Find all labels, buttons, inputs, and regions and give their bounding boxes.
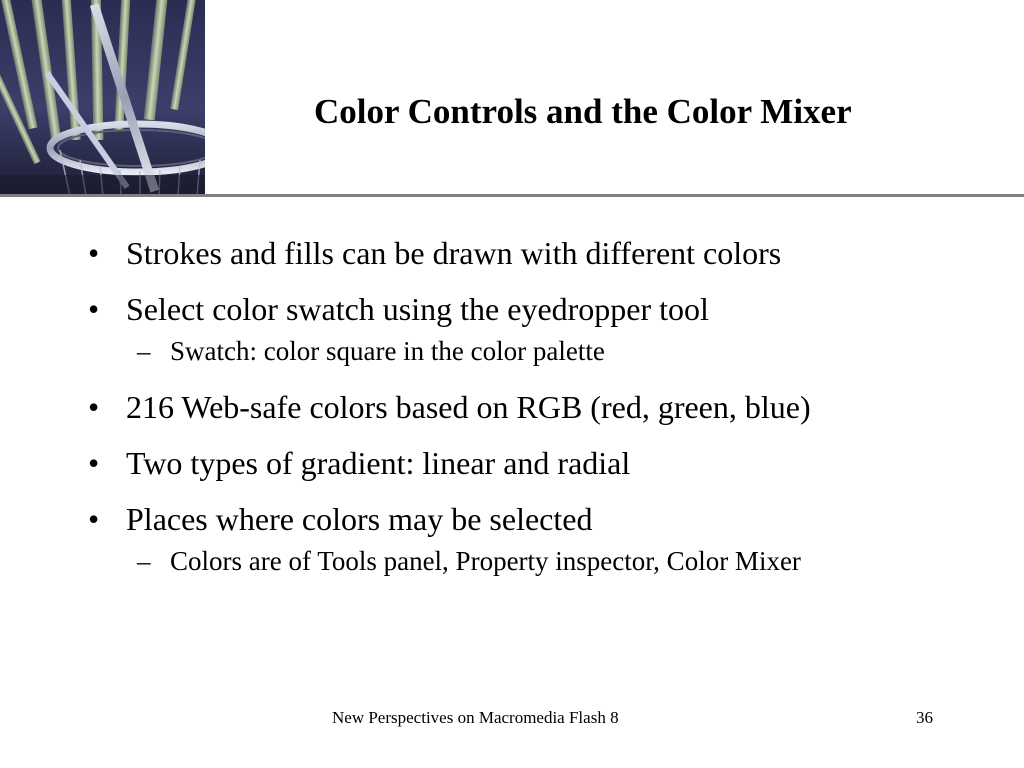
bullet-text: Strokes and fills can be drawn with different colors bbox=[126, 235, 782, 271]
slide-title: Color Controls and the Color Mixer bbox=[314, 92, 852, 131]
bullet-item bbox=[88, 498, 1008, 540]
sub-bullet-item bbox=[88, 334, 1008, 368]
bullet-text: Select color swatch using the eyedropper tool bbox=[126, 291, 709, 327]
bullet-marker: • bbox=[88, 389, 100, 425]
bullet-item bbox=[88, 442, 1008, 484]
bullet-text: Places where colors may be selected bbox=[126, 501, 593, 537]
footer-course-title: New Perspectives on Macromedia Flash 8 bbox=[332, 708, 619, 727]
sub-bullet-marker: – bbox=[137, 546, 151, 576]
sub-bullet-item bbox=[88, 544, 1008, 578]
sub-bullet-marker: – bbox=[137, 336, 151, 366]
sub-bullet-text: Swatch: color square in the color palette bbox=[170, 336, 605, 366]
sub-bullet-text: Colors are of Tools panel, Property inspector, Color Mixer bbox=[170, 546, 801, 576]
bullet-item bbox=[88, 386, 1008, 428]
bullet-item bbox=[88, 232, 1008, 274]
bullet-marker: • bbox=[88, 235, 100, 271]
bullet-marker: • bbox=[88, 291, 100, 327]
bullet-marker: • bbox=[88, 501, 100, 537]
bullet-item bbox=[88, 288, 1008, 330]
bullet-marker: • bbox=[88, 445, 100, 481]
title-divider bbox=[0, 194, 1024, 197]
bullet-text: 216 Web-safe colors based on RGB (red, green, blue) bbox=[126, 389, 811, 425]
bullet-text: Two types of gradient: linear and radial bbox=[126, 445, 631, 481]
page-number: 36 bbox=[916, 708, 933, 727]
slide-body bbox=[88, 232, 1008, 596]
header-photo bbox=[0, 0, 205, 196]
